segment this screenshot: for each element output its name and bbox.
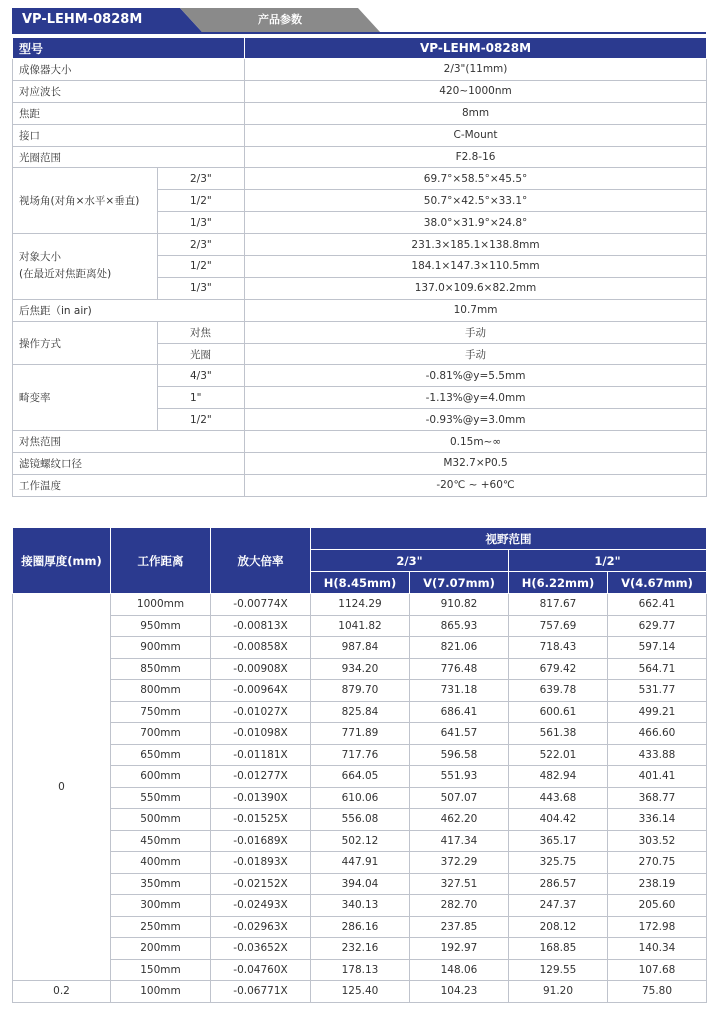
fov-h1-cell: 610.06	[311, 787, 410, 809]
spec-value: 184.1×147.3×110.5mm	[245, 256, 707, 278]
spec-value: 10.7mm	[245, 299, 707, 321]
fov-v1-cell: 104.23	[410, 981, 509, 1003]
spec-key: 对应波长	[13, 80, 245, 102]
fov-header-ring: 接圈厚度(mm)	[13, 528, 111, 594]
fov-wd-cell: 750mm	[111, 701, 211, 723]
table-row	[13, 873, 707, 895]
spec-sub-key: 1/3"	[158, 212, 245, 234]
fov-mag-cell: -0.01689X	[211, 830, 311, 852]
fov-mag-cell: -0.00908X	[211, 658, 311, 680]
spec-key: 光圈范围	[13, 146, 245, 168]
table-row	[13, 658, 707, 680]
spec-key: 工作温度	[13, 474, 245, 496]
fov-mag-cell: -0.01277X	[211, 766, 311, 788]
fov-wd-cell: 500mm	[111, 809, 211, 831]
spec-sub-key: 1"	[158, 387, 245, 409]
table-row	[13, 916, 707, 938]
fov-v1-cell: 596.58	[410, 744, 509, 766]
fov-v2-cell: 368.77	[608, 787, 707, 809]
fov-v1-cell: 641.57	[410, 723, 509, 745]
spec-row	[13, 321, 707, 343]
fov-h1-cell: 178.13	[311, 959, 410, 981]
fov-v1-cell: 417.34	[410, 830, 509, 852]
fov-h1-cell: 879.70	[311, 680, 410, 702]
fov-mag-cell: -0.06771X	[211, 981, 311, 1003]
fov-h2-cell: 247.37	[509, 895, 608, 917]
spec-row	[13, 124, 707, 146]
fov-table	[12, 527, 707, 1003]
spec-value: 69.7°×58.5°×45.5°	[245, 168, 707, 190]
fov-h1-cell: 286.16	[311, 916, 410, 938]
spec-key-note: (在最近对焦距离处)	[19, 268, 112, 281]
fov-wd-cell: 100mm	[111, 981, 211, 1003]
table-row	[13, 830, 707, 852]
fov-h2-cell: 91.20	[509, 981, 608, 1003]
banner-underline	[12, 32, 706, 34]
spec-row	[13, 234, 707, 256]
fov-v2-cell: 662.41	[608, 594, 707, 616]
fov-h2-cell: 600.61	[509, 701, 608, 723]
table-row	[13, 680, 707, 702]
table-row	[13, 895, 707, 917]
fov-wd-cell: 400mm	[111, 852, 211, 874]
fov-mag-cell: -0.02493X	[211, 895, 311, 917]
spec-header-row	[13, 38, 707, 59]
fov-h2-cell: 482.94	[509, 766, 608, 788]
fov-h1-cell: 771.89	[311, 723, 410, 745]
fov-header-sensor-23: 2/3"	[311, 550, 509, 572]
fov-wd-cell: 300mm	[111, 895, 211, 917]
spec-value: 手动	[245, 321, 707, 343]
spec-key: 成像器大小	[13, 59, 245, 81]
table-row	[13, 809, 707, 831]
fov-header-view: 视野范围	[311, 528, 707, 550]
spec-row	[13, 299, 707, 321]
fov-wd-cell: 650mm	[111, 744, 211, 766]
spec-sub-key: 2/3"	[158, 168, 245, 190]
fov-mag-cell: -0.01098X	[211, 723, 311, 745]
fov-mag-cell: -0.00964X	[211, 680, 311, 702]
table-row	[13, 744, 707, 766]
spec-key: 对焦范围	[13, 431, 245, 453]
fov-h2-cell: 129.55	[509, 959, 608, 981]
fov-wd-cell: 550mm	[111, 787, 211, 809]
fov-v1-cell: 686.41	[410, 701, 509, 723]
spec-row	[13, 102, 707, 124]
spec-value: -20℃ ~ +60℃	[245, 474, 707, 496]
fov-h2-cell: 404.42	[509, 809, 608, 831]
fov-mag-cell: -0.02963X	[211, 916, 311, 938]
spec-row	[13, 474, 707, 496]
spec-key: 焦距	[13, 102, 245, 124]
fov-v2-cell: 466.60	[608, 723, 707, 745]
fov-v2-cell: 433.88	[608, 744, 707, 766]
table-row	[13, 615, 707, 637]
fov-mag-cell: -0.00813X	[211, 615, 311, 637]
fov-v1-cell: 462.20	[410, 809, 509, 831]
spec-key-object	[13, 234, 158, 300]
fov-wd-cell: 850mm	[111, 658, 211, 680]
fov-h1-cell: 1041.82	[311, 615, 410, 637]
fov-v2-cell: 238.19	[608, 873, 707, 895]
spec-key: 接口	[13, 124, 245, 146]
spec-row	[13, 146, 707, 168]
spec-sub-key: 1/3"	[158, 277, 245, 299]
spec-sub-key: 1/2"	[158, 256, 245, 278]
fov-wd-cell: 1000mm	[111, 594, 211, 616]
fov-h2-cell: 522.01	[509, 744, 608, 766]
table-row	[13, 594, 707, 616]
spec-sub-key: 4/3"	[158, 365, 245, 387]
header-banner	[12, 8, 706, 34]
fov-v1-cell: 507.07	[410, 787, 509, 809]
fov-h1-cell: 664.05	[311, 766, 410, 788]
table-row	[13, 701, 707, 723]
spec-value: 手动	[245, 343, 707, 365]
fov-v2-cell: 75.80	[608, 981, 707, 1003]
fov-mag-cell: -0.01893X	[211, 852, 311, 874]
fov-v2-cell: 270.75	[608, 852, 707, 874]
fov-v1-cell: 237.85	[410, 916, 509, 938]
fov-v2-cell: 140.34	[608, 938, 707, 960]
spec-sub-key: 1/2"	[158, 409, 245, 431]
spec-value: 8mm	[245, 102, 707, 124]
fov-header-sensor-12: 1/2"	[509, 550, 707, 572]
fov-wd-cell: 200mm	[111, 938, 211, 960]
table-row	[13, 766, 707, 788]
spec-row	[13, 80, 707, 102]
fov-wd-cell: 150mm	[111, 959, 211, 981]
fov-v2-cell: 205.60	[608, 895, 707, 917]
fov-h2-cell: 757.69	[509, 615, 608, 637]
fov-h2-cell: 679.42	[509, 658, 608, 680]
spec-value: 0.15m~∞	[245, 431, 707, 453]
fov-mag-cell: -0.02152X	[211, 873, 311, 895]
table-row	[13, 723, 707, 745]
spec-table	[12, 37, 707, 497]
spec-row	[13, 168, 707, 190]
spec-sub-key: 2/3"	[158, 234, 245, 256]
table-row	[13, 959, 707, 981]
spec-value: -0.93%@y=3.0mm	[245, 409, 707, 431]
fov-h2-cell: 168.85	[509, 938, 608, 960]
fov-h1-cell: 556.08	[311, 809, 410, 831]
fov-header-mag: 放大倍率	[211, 528, 311, 594]
fov-h2-cell: 208.12	[509, 916, 608, 938]
spec-header-key: 型号	[13, 38, 245, 59]
fov-wd-cell: 900mm	[111, 637, 211, 659]
spec-value: 137.0×109.6×82.2mm	[245, 277, 707, 299]
table-row	[13, 981, 707, 1003]
fov-body	[13, 594, 707, 1003]
fov-header-v2: V(4.67mm)	[608, 572, 707, 594]
spec-value: M32.7×P0.5	[245, 453, 707, 475]
fov-h2-cell: 365.17	[509, 830, 608, 852]
spec-value: C-Mount	[245, 124, 707, 146]
fov-v1-cell: 192.97	[410, 938, 509, 960]
fov-h1-cell: 502.12	[311, 830, 410, 852]
fov-wd-cell: 250mm	[111, 916, 211, 938]
fov-h1-cell: 447.91	[311, 852, 410, 874]
fov-v1-cell: 821.06	[410, 637, 509, 659]
fov-wd-cell: 700mm	[111, 723, 211, 745]
spec-value: -1.13%@y=4.0mm	[245, 387, 707, 409]
fov-mag-cell: -0.01390X	[211, 787, 311, 809]
table-row	[13, 852, 707, 874]
fov-v1-cell: 551.93	[410, 766, 509, 788]
fov-v1-cell: 910.82	[410, 594, 509, 616]
fov-h2-cell: 817.67	[509, 594, 608, 616]
fov-h1-cell: 717.76	[311, 744, 410, 766]
fov-v2-cell: 597.14	[608, 637, 707, 659]
fov-h2-cell: 443.68	[509, 787, 608, 809]
fov-mag-cell: -0.03652X	[211, 938, 311, 960]
fov-wd-cell: 950mm	[111, 615, 211, 637]
fov-header-v1: V(7.07mm)	[410, 572, 509, 594]
spec-row	[13, 59, 707, 81]
fov-v2-cell: 401.41	[608, 766, 707, 788]
spec-key: 视场角(对角×水平×垂直)	[13, 168, 158, 234]
fov-wd-cell: 600mm	[111, 766, 211, 788]
fov-h2-cell: 639.78	[509, 680, 608, 702]
fov-h2-cell: 286.57	[509, 873, 608, 895]
spec-row	[13, 365, 707, 387]
fov-v2-cell: 107.68	[608, 959, 707, 981]
fov-h1-cell: 934.20	[311, 658, 410, 680]
fov-v2-cell: 499.21	[608, 701, 707, 723]
fov-v1-cell: 865.93	[410, 615, 509, 637]
fov-h1-cell: 232.16	[311, 938, 410, 960]
fov-v1-cell: 327.51	[410, 873, 509, 895]
fov-wd-cell: 450mm	[111, 830, 211, 852]
fov-v2-cell: 336.14	[608, 809, 707, 831]
fov-mag-cell: -0.00858X	[211, 637, 311, 659]
fov-v2-cell: 303.52	[608, 830, 707, 852]
fov-h1-cell: 340.13	[311, 895, 410, 917]
spec-sub-key: 对焦	[158, 321, 245, 343]
table-row	[13, 938, 707, 960]
fov-v1-cell: 372.29	[410, 852, 509, 874]
banner-tab-label: 产品参数	[258, 13, 302, 26]
table-row	[13, 787, 707, 809]
fov-v1-cell: 282.70	[410, 895, 509, 917]
fov-h2-cell: 561.38	[509, 723, 608, 745]
spec-sub-key: 1/2"	[158, 190, 245, 212]
fov-mag-cell: -0.01027X	[211, 701, 311, 723]
spec-key: 滤镜螺纹口径	[13, 453, 245, 475]
spec-value: 38.0°×31.9°×24.8°	[245, 212, 707, 234]
fov-mag-cell: -0.04760X	[211, 959, 311, 981]
fov-ring-cell: 0.2	[13, 981, 111, 1003]
fov-header-h2: H(6.22mm)	[509, 572, 608, 594]
fov-ring-cell: 0	[13, 594, 111, 981]
spec-value: 231.3×185.1×138.8mm	[245, 234, 707, 256]
fov-v2-cell: 531.77	[608, 680, 707, 702]
fov-h2-cell: 325.75	[509, 852, 608, 874]
spec-value: F2.8-16	[245, 146, 707, 168]
fov-v2-cell: 172.98	[608, 916, 707, 938]
spec-header-value: VP-LEHM-0828M	[245, 38, 707, 59]
fov-wd-cell: 350mm	[111, 873, 211, 895]
spec-key: 畸变率	[13, 365, 158, 431]
spec-key: 后焦距（in air)	[13, 299, 245, 321]
fov-mag-cell: -0.00774X	[211, 594, 311, 616]
fov-v2-cell: 564.71	[608, 658, 707, 680]
table-row	[13, 637, 707, 659]
fov-h1-cell: 394.04	[311, 873, 410, 895]
spec-row	[13, 431, 707, 453]
fov-mag-cell: -0.01181X	[211, 744, 311, 766]
fov-header-wd: 工作距离	[111, 528, 211, 594]
spec-value: 50.7°×42.5°×33.1°	[245, 190, 707, 212]
spec-value: 420~1000nm	[245, 80, 707, 102]
spec-row	[13, 453, 707, 475]
fov-v1-cell: 731.18	[410, 680, 509, 702]
spec-value: 2/3"(11mm)	[245, 59, 707, 81]
banner-model-name: VP-LEHM-0828M	[22, 12, 143, 27]
fov-v1-cell: 776.48	[410, 658, 509, 680]
fov-wd-cell: 800mm	[111, 680, 211, 702]
fov-h2-cell: 718.43	[509, 637, 608, 659]
spec-sub-key: 光圈	[158, 343, 245, 365]
spec-key: 操作方式	[13, 321, 158, 365]
fov-v1-cell: 148.06	[410, 959, 509, 981]
fov-h1-cell: 825.84	[311, 701, 410, 723]
spec-key: 对象大小	[19, 251, 61, 264]
fov-h1-cell: 125.40	[311, 981, 410, 1003]
fov-v2-cell: 629.77	[608, 615, 707, 637]
fov-h1-cell: 987.84	[311, 637, 410, 659]
fov-header-h1: H(8.45mm)	[311, 572, 410, 594]
spec-value: -0.81%@y=5.5mm	[245, 365, 707, 387]
fov-h1-cell: 1124.29	[311, 594, 410, 616]
fov-mag-cell: -0.01525X	[211, 809, 311, 831]
